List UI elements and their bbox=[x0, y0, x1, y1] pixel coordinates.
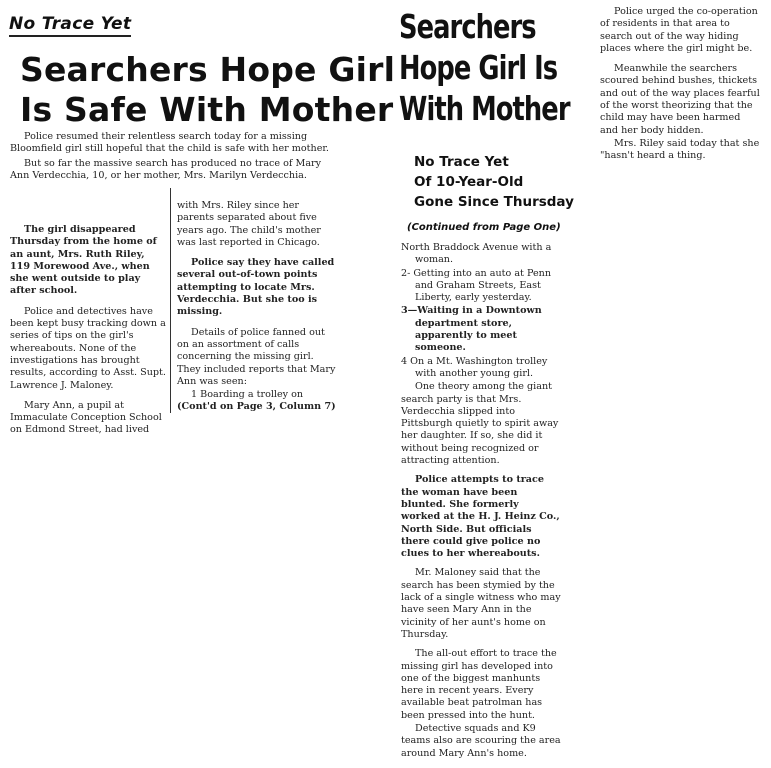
paragraph: One theory among the giant search party is that Mrs. Verdecchia slipped into Pittsburgh quietly to spirit away her daughter. If so, she did it without being recognized or attracting attention. bbox=[401, 381, 559, 467]
paragraph: The all-out effort to trace the missing girl has developed into one of the biggest manhunts here in recent years. Every available beat patrolman has been pressed into the hunt. bbox=[401, 648, 557, 721]
paragraph: Mary Ann, a pupil at Immaculate Conception School on Edmond Street, had lived bbox=[10, 399, 162, 436]
sighting-list bbox=[401, 242, 561, 380]
headline-line: Searchers Hope Girl bbox=[20, 50, 396, 89]
lead-paragraphs bbox=[10, 131, 340, 184]
subhead-line: Gone Since Thursday bbox=[414, 194, 574, 210]
continuation-note: (Cont'd on Page 3, Column 7) bbox=[177, 401, 336, 413]
headline-line: Is Safe With Mother bbox=[20, 90, 394, 129]
headline bbox=[399, 6, 570, 129]
list-item: 4 On a Mt. Washington trolley with another young girl. bbox=[401, 355, 548, 379]
paragraph: The girl disappeared Thursday from the home of an aunt, Mrs. Ruth Riley, 119 Morewood Ave., when she went outside to play after school. bbox=[10, 224, 157, 297]
headline-line: Searchers bbox=[399, 7, 536, 46]
column-2 bbox=[600, 6, 760, 164]
paragraph: Details of police fanned out on an assortment of calls concerning the missing girl. They included reports that Mary Ann was seen: bbox=[177, 326, 336, 387]
paragraph: But so far the massive search has produced no trace of Mary Ann Verdecchia, 10, or her mother, Mrs. Marilyn Verdecchia. bbox=[10, 157, 322, 181]
paragraph: Mrs. Riley said today that she "hasn't heard a thing. bbox=[600, 137, 760, 162]
kicker: No Trace Yet bbox=[9, 14, 131, 37]
column-b bbox=[177, 200, 337, 422]
column-1 bbox=[401, 242, 561, 767]
list-item: North Braddock Avenue with a woman. bbox=[401, 242, 552, 266]
paragraph: Meanwhile the searchers scoured behind bushes, thickets and out of the way places fearful of the worst theorizing that the child may have been harmed and her body hidden. bbox=[600, 63, 760, 136]
paragraph: Police attempts to trace the woman have been blunted. She formerly worked at the H. J. Heinz Co., North Side. But officials there could give police no clues to her whereabouts. bbox=[401, 474, 560, 560]
right-clipping bbox=[389, 0, 771, 768]
list-item: 2- Getting into an auto at Penn and Graham Streets, East Liberty, early yesterday. bbox=[401, 267, 552, 304]
paragraph: with Mrs. Riley since her parents separated about five years ago. The child's mother was last reported in Chicago. bbox=[177, 200, 321, 248]
paragraph: Police resumed their relentless search today for a missing Bloomfield girl still hopeful that the child is safe with her mother. bbox=[10, 131, 329, 155]
column-a bbox=[10, 224, 167, 445]
paragraph: Detective squads and K9 teams also are scouring the area around Mary Ann's home. bbox=[401, 722, 561, 759]
paragraph: Police say they have called several out-of-town points attempting to locate Mrs. Verdecchia. But she too is missing. bbox=[177, 257, 335, 318]
subhead-line: No Trace Yet bbox=[414, 154, 509, 170]
headline bbox=[20, 50, 396, 130]
headline-line: Hope Girl Is bbox=[399, 48, 558, 87]
headline-line: With Mother bbox=[399, 89, 570, 128]
subhead bbox=[414, 152, 574, 212]
subhead-line: Of 10-Year-Old bbox=[414, 174, 524, 190]
paragraph: Police and detectives have been kept busy tracking down a series of tips on the girl's whereabouts. None of the investigations has brought results, according to Asst. Supt. Lawrence J. Maloney. bbox=[10, 305, 166, 391]
column-divider bbox=[170, 188, 171, 413]
paragraph: Police urged the co-operation of residents in that area to search out of the way hiding places where the girl might be. bbox=[600, 6, 758, 54]
list-item: 3—Waiting in a Downtown department store, apparently to meet someone. bbox=[401, 305, 542, 354]
paragraph: Mr. Maloney said that the search has been stymied by the lack of a single witness who may have seen Mary Ann in the vicinity of her aunt's home on Thursday. bbox=[401, 567, 561, 640]
continued-from-note: (Continued from Page One) bbox=[407, 222, 561, 233]
paragraph: 1 Boarding a trolley on bbox=[191, 389, 304, 401]
